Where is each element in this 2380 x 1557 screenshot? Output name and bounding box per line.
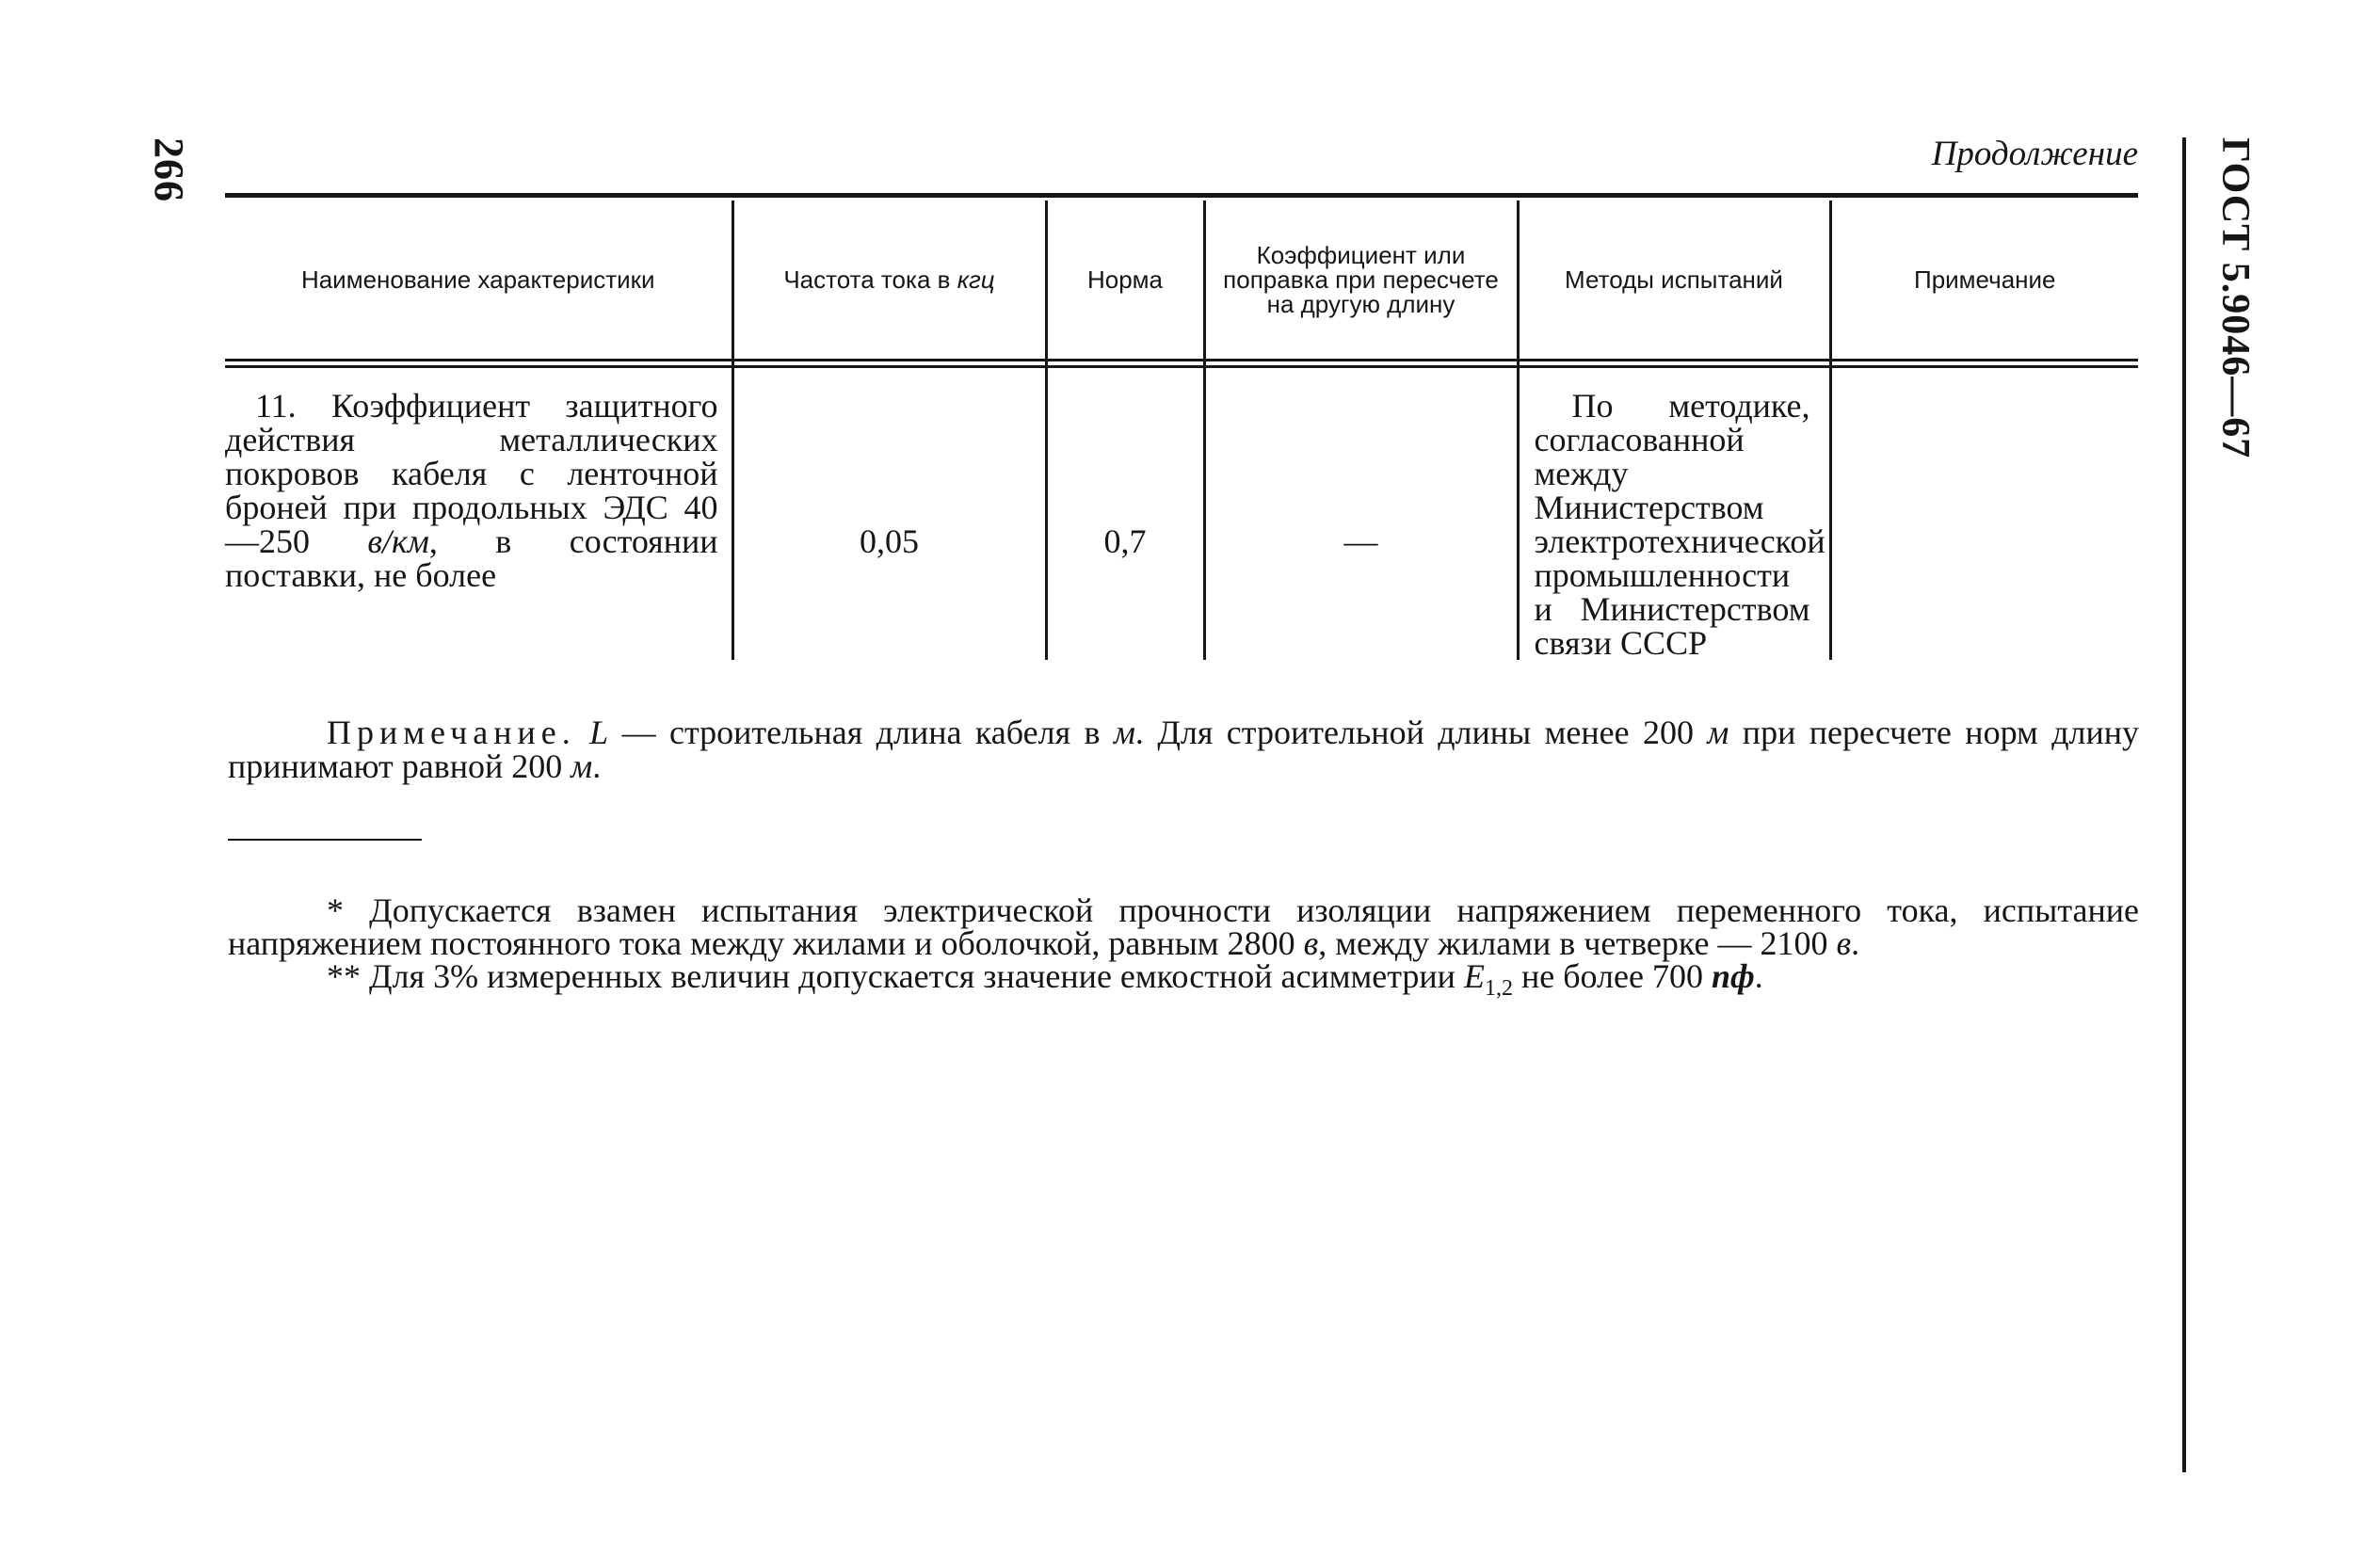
header-remark: Примечание <box>1830 201 2138 359</box>
header-methods: Методы испытаний <box>1518 201 1830 359</box>
cell-name: 11. Коэффициент защитного действия металлических покровов кабеля с ленточной броней при продольных ЭДС 40—250 в/км, в состоянии поставки, не более <box>225 387 718 594</box>
right-margin-rule <box>2182 137 2186 1472</box>
header-norm: Норма <box>1046 201 1204 359</box>
cell-frequency: 0,05 <box>732 359 1046 660</box>
characteristics-table <box>225 201 2138 660</box>
cell-coefficient: — <box>1204 359 1518 660</box>
header-frequency: Частота тока в кгц <box>732 201 1046 359</box>
cell-norm: 0,7 <box>1046 359 1204 660</box>
footnote-2: ** Для 3% измеренных величин допускается значение емкостной асимметрии $E_{1,2}$ не более 700 пф. <box>327 957 1763 1002</box>
header-name: Наименование характеристики <box>300 265 655 294</box>
table-row <box>225 359 2138 660</box>
footnote-separator <box>228 839 422 841</box>
cell-remark <box>1830 359 2138 660</box>
footnote-1: * Допускается взамен испытания электрической прочности изоляции напряжением переменного тока, испытание напряжением постоянного тока между жилами и оболочкой, равным 2800 в, между жилами в четверке — 2100 в. <box>228 891 2139 962</box>
table-header-row <box>225 201 2138 359</box>
continuation-label: Продолжение <box>1931 135 2138 173</box>
header-coefficient: Коэффициент или поправка при пересчете на другую длину <box>1204 201 1518 359</box>
standard-code: ГОСТ 5.9046—67 <box>2213 137 2257 459</box>
table-top-rule <box>225 193 2138 198</box>
footnotes <box>228 891 2139 1002</box>
table-note: Примечание. L — строительная длина кабеля в м. Для строительной длины менее 200 м при пересчете норм длину принимают равной 200 м. <box>228 714 2140 785</box>
cell-methods: По методике, согласованной между Министерством электротехнической промышленности и Министерством связи СССР <box>1518 359 1830 660</box>
page-number: 266 <box>146 137 192 202</box>
